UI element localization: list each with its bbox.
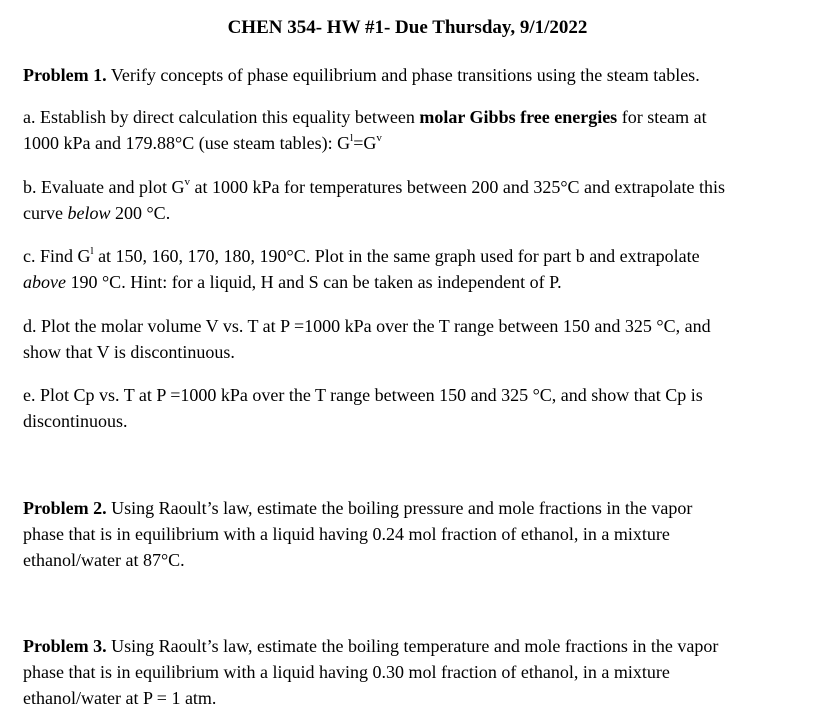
part-c-text-post: at 150, 160, 170, 180, 190°C. Plot in the same graph used for part b and extrapolate: [93, 246, 700, 266]
part-b-text-pre: b. Evaluate and plot G: [23, 177, 185, 197]
superscript-l: l: [90, 245, 94, 257]
problem-3-line3: ethanol/water at P = 1 atm.: [23, 688, 217, 708]
part-a-text-post: for steam at: [617, 107, 707, 127]
problem-2-heading: Problem 2.: [23, 498, 107, 518]
part-b-line2-post: 200 °C.: [110, 203, 171, 223]
problem-2: [23, 495, 808, 573]
part-d-line2: show that V is discontinuous.: [23, 342, 235, 362]
problem-1-intro-text: Verify concepts of phase equilibrium and phase transitions using the steam tables.: [106, 65, 700, 85]
problem-3: [23, 633, 808, 711]
part-c-italic: above: [23, 272, 66, 292]
problem-3-line1: Using Raoult’s law, estimate the boiling temperature and mole fractions in the vapor: [106, 636, 719, 656]
part-c-line2-post: 190 °C. Hint: for a liquid, H and S can be taken as independent of P.: [65, 272, 562, 292]
part-a-line2: 1000 kPa and 179.88°C (use steam tables): G: [23, 133, 351, 153]
problem-2-line3: ethanol/water at 87°C.: [23, 550, 185, 570]
part-e-line1: e. Plot Cp vs. T at P =1000 kPa over the T range between 150 and 325 °C, and show that Cp is: [23, 385, 703, 405]
problem-1-part-a: [23, 104, 808, 156]
problem-1-part-b: [23, 174, 808, 226]
problem-2-line2: phase that is in equilibrium with a liquid having 0.24 mol fraction of ethanol, in a mixture: [23, 524, 670, 544]
page-title: CHEN 354- HW #1- Due Thursday, 9/1/2022: [227, 17, 588, 38]
part-a-bold-term: molar Gibbs free energies: [419, 107, 618, 127]
problem-1-part-d: [23, 313, 808, 365]
part-b-italic: below: [67, 203, 111, 223]
problem-3-line2: phase that is in equilibrium with a liquid having 0.30 mol fraction of ethanol, in a mixture: [23, 662, 670, 682]
problem-2-line1: Using Raoult’s law, estimate the boiling pressure and mole fractions in the vapor: [106, 498, 693, 518]
problem-1-heading: Problem 1.: [23, 65, 107, 85]
problem-1-part-c: [23, 243, 808, 295]
problem-1-part-e: [23, 382, 808, 434]
part-e-line2: discontinuous.: [23, 411, 128, 431]
problem-1-intro: [23, 62, 808, 88]
superscript-v: v: [184, 176, 190, 188]
part-a-equals: =G: [353, 133, 377, 153]
part-b-text-post: at 1000 kPa for temperatures between 200 and 325°C and extrapolate this: [189, 177, 726, 197]
superscript-v: v: [376, 132, 382, 144]
part-d-line1: d. Plot the molar volume V vs. T at P =1000 kPa over the T range between 150 and 325 °C, and: [23, 316, 711, 336]
part-b-line2-pre: curve: [23, 203, 68, 223]
problem-3-heading: Problem 3.: [23, 636, 107, 656]
part-c-text-pre: c. Find G: [23, 246, 91, 266]
part-a-text-pre: a. Establish by direct calculation this equality between: [23, 107, 420, 127]
superscript-l: l: [350, 132, 354, 144]
